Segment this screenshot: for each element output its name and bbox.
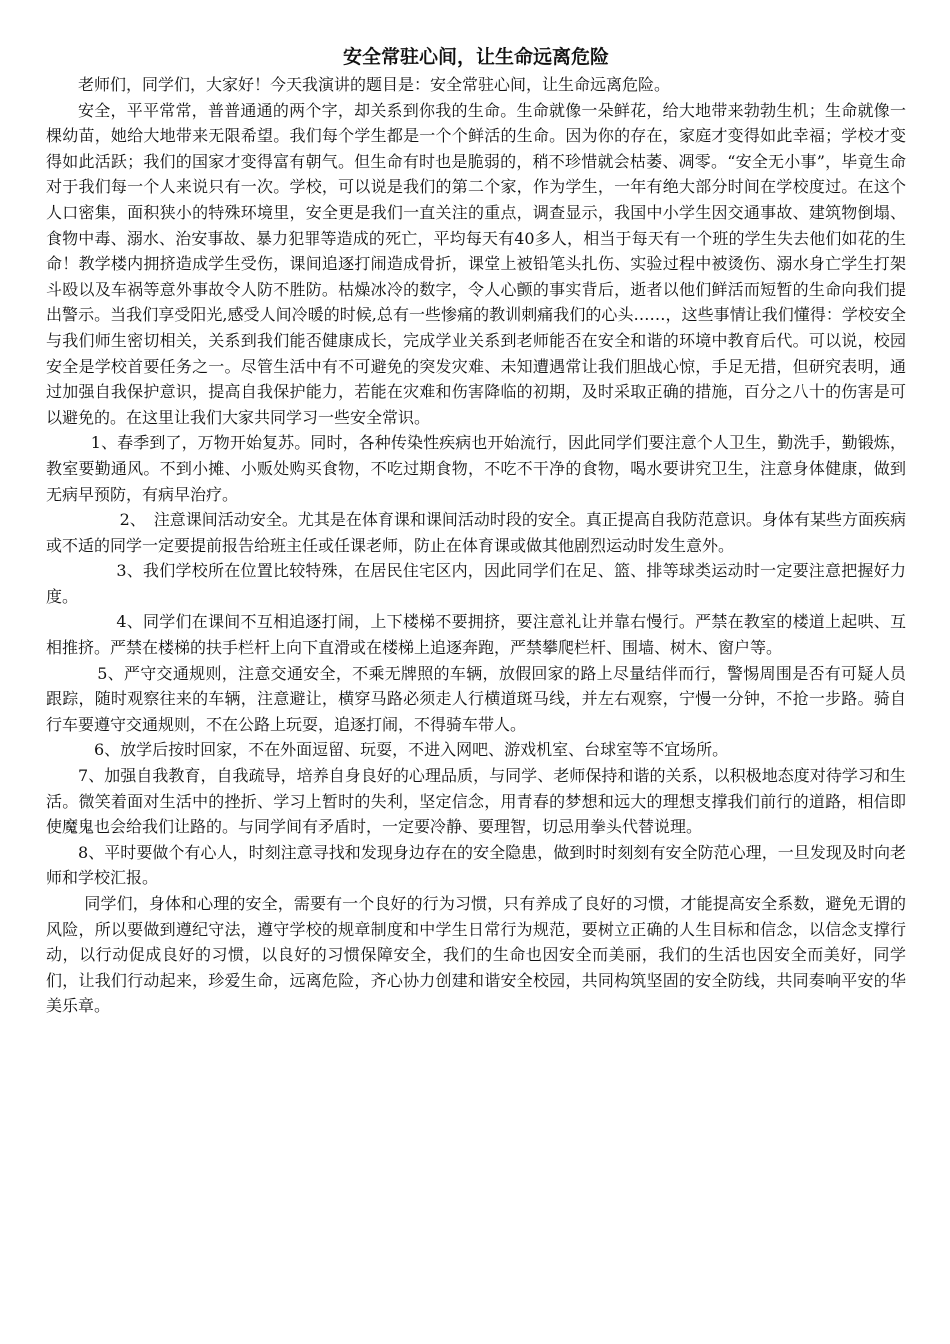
paragraph-item-6: 6、放学后按时回家，不在外面逗留、玩耍，不进入网吧、游戏机室、台球室等不宜场所。	[94, 740, 729, 760]
paragraph-greeting: 老师们，同学们，大家好！今天我演讲的题目是：安全常驻心间，让生命远离危险。	[78, 75, 671, 94]
paragraph-item-8: 8、平时要做个有心人，时刻注意寻找和发现身边存在的安全隐患，做到时时刻刻有安全防范心理，一旦发现及时向老师和学校汇报。	[46, 842, 906, 888]
paragraph-conclusion: 同学们，身体和心理的安全，需要有一个良好的行为习惯，只有养成了良好的习惯，才能提高安全系数，避免无谓的风险，所以要做到遵纪守法，遵守学校的规章制度和中学生日常行为规范，要树立正确的人生目标和信念，以信念支撑行动，以行动促成良好的习惯，以良好的习惯保障安全，我们的生命也因安全而美丽，我们的生活也因安全而美好，同学们，让我们行动起来，珍爱生命，远离危险，齐心协力创建和谐安全校园，共同构筑坚固的安全防线，共同奏响平安的华美乐章。	[46, 894, 906, 1016]
paragraph-item-3: 3、我们学校所在位置比较特殊，在居民住宅区内，因此同学们在足、篮、排等球类运动时一定要注意把握好力度。	[46, 561, 906, 606]
paragraph-introduction: 安全，平平常常，普普通通的两个字，却关系到你我的生命。生命就像一朵鲜花，给大地带来勃勃生机；生命就像一棵幼苗，她给大地带来无限希望。我们每个学生都是一个个鲜活的生命。因为你的存在，家庭才变得如此幸福；学校才变得如此活跃；我们的国家才变得富有朝气。但生命有时也是脆弱的，稍不珍惜就会枯萎、凋零。“安全无小事”，毕竟生命对于我们每一个人来说只有一次。学校，可以说是我们的第二个家，作为学生，一年有绝大部分时间在学校度过。在这个人口密集，面积狭小的特殊环境里，安全更是我们一直关注的重点，调查显示，我国中小学生因交通事故、建筑物倒塌、食物中毒、溺水、治安事故、暴力犯罪等造成的死亡，平均每天有40多人，相当于每天有一个班的学生失去他们如花的生命！教学楼内拥挤造成学生受伤，课间追逐打闹造成骨折，课堂上被铅笔头扎伤、实验过程中被烫伤、溺水身亡学生打架斗殴以及车祸等意外事故令人防不胜防。枯燥冰冷的数字，令人心颤的事实背后，逝者以他们鲜活而短暂的生命向我们提出警示。当我们享受阳光,感受人间冷暖的时候,总有一些惨痛的教训刺痛我们的心头……，这些事情让我们懂得：学校安全与我们师生密切相关，关系到我们能否健康成长，完成学业关系到老师能否在安全和谐的环境中教育后代。可以说，校园安全是学校首要任务之一。尽管生活中有不可避免的突发灾难、未知遭遇常让我们胆战心惊，手足无措，但研究表明，通过加强自我保护意识，提高自我保护能力，若能在灾难和伤害降临的初期，及时采取正确的措施，百分之八十的伤害是可以避免的。在这里让我们大家共同学习一些安全常识。	[46, 100, 906, 427]
paragraph-item-2: 2、 注意课间活动安全。尤其是在体育课和课间活动时段的安全。真正提高自我防范意识。身体有某些方面疾病或不适的同学一定要提前报告给班主任或任课老师，防止在体育课或做其他剧烈运动时发生意外。	[46, 510, 906, 555]
paragraph-item-7: 7、加强自我教育，自我疏导，培养自身良好的心理品质，与同学、老师保持和谐的关系，以积极地态度对待学习和生活。微笑着面对生活中的挫折、学习上暂时的失利，坚定信念，用青春的梦想和远大的理想支撑我们前行的道路，相信即使魔鬼也会给我们让路的。与同学间有矛盾时，一定要冷静、要理智，切忌用拳头代替说理。	[46, 766, 906, 837]
document-page	[46, 44, 906, 1019]
paragraph-item-5: 5、严守交通规则，注意交通安全，不乘无牌照的车辆，放假回家的路上尽量结伴而行，警惕周围是否有可疑人员跟踪，随时观察往来的车辆，注意避让，横穿马路必须走人行横道斑马线，并左右观察，宁慢一分钟，不抢一步路。骑自行车要遵守交通规则，不在公路上玩耍，追逐打闹，不得骑车带人。	[46, 663, 906, 734]
paragraph-item-4: 4、同学们在课间不互相追逐打闹，上下楼梯不要拥挤，要注意礼让并靠右慢行。严禁在教室的楼道上起哄、互相推挤。严禁在楼梯的扶手栏杆上向下直滑或在楼梯上追逐奔跑，严禁攀爬栏杆、围墙、树木、窗户等。	[46, 612, 906, 658]
paragraph-item-1: 1、春季到了，万物开始复苏。同时，各种传染性疾病也开始流行，因此同学们要注意个人卫生，勤洗手，勤锻炼，教室要勤通风。不到小摊、小贩处购买食物，不吃过期食物，不吃不干净的食物，喝水要讲究卫生，注意身体健康，做到无病早预防，有病早治疗。	[46, 433, 906, 504]
document-title: 安全常驻心间，让生命远离危险	[342, 46, 609, 68]
